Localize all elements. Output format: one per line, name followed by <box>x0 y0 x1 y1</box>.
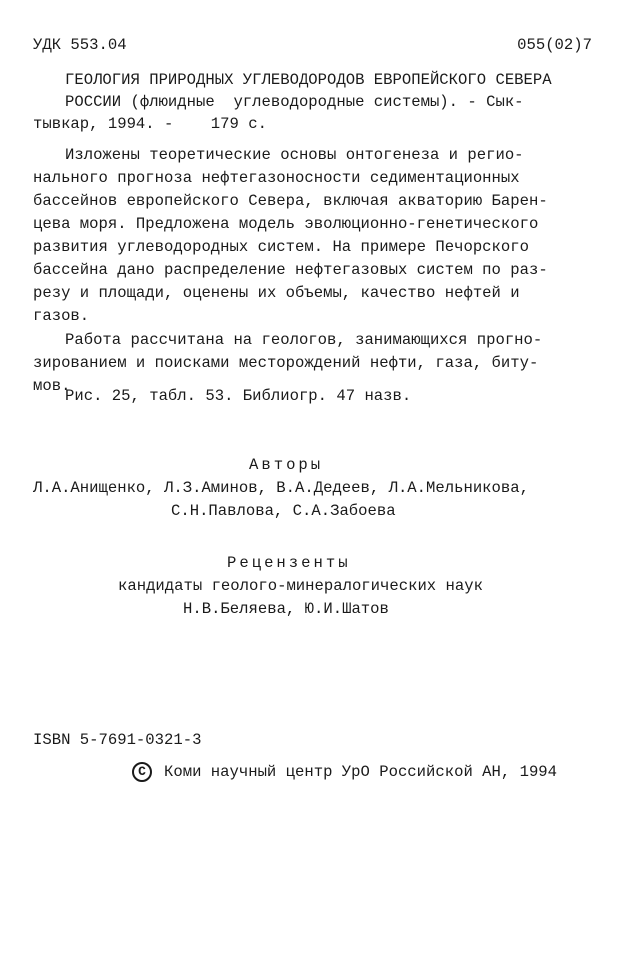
isbn: ISBN 5-7691-0321-3 <box>33 731 202 749</box>
abstract-line: цева моря. Предложена модель эволюционно-генетического <box>33 215 539 233</box>
bbk-code: 055(02)7 <box>517 36 592 54</box>
abstract-line: мов. <box>33 377 71 395</box>
abstract-line: бассейна дано распределение нефтегазовых систем по раз- <box>33 261 548 279</box>
copyright-text: Коми научный центр УрО Российской АН, 1994 <box>164 763 558 782</box>
abstract-line: развития углеводородных систем. На примере Печорского <box>33 238 529 256</box>
udk-code: УДК 553.04 <box>33 36 127 54</box>
illustration-count: Рис. 25, табл. 53. Библиогр. 47 назв. <box>65 387 412 405</box>
title-line: тывкар, 1994. - 179 с. <box>33 115 267 133</box>
abstract-line: Работа рассчитана на геологов, занимающихся прогно- <box>65 331 543 349</box>
authors-line: Л.А.Анищенко, Л.З.Аминов, В.А.Дедеев, Л.А.Мельникова, <box>33 479 529 497</box>
authors-heading: Авторы <box>249 456 324 474</box>
abstract-line: Изложены теоретические основы онтогенеза и регио- <box>65 146 524 164</box>
abstract-line: газов. <box>33 307 90 325</box>
copyright-line <box>132 762 557 782</box>
abstract-line: нального прогноза нефтегазоносности седиментационных <box>33 169 520 187</box>
copyright-icon: C <box>132 762 152 782</box>
abstract-line: резу и площади, оценены их объемы, качество нефтей и <box>33 284 520 302</box>
authors-line: С.Н.Павлова, С.А.Забоева <box>171 502 396 520</box>
abstract-line: бассейнов европейского Севера, включая акваторию Барен- <box>33 192 548 210</box>
reviewers-line: Н.В.Беляева, Ю.И.Шатов <box>183 600 389 618</box>
reviewers-line: кандидаты геолого-минералогических наук <box>118 577 483 595</box>
reviewers-heading: Рецензенты <box>227 554 351 572</box>
title-line: ГЕОЛОГИЯ ПРИРОДНЫХ УГЛЕВОДОРОДОВ ЕВРОПЕЙСКОГО СЕВЕРА <box>65 71 552 89</box>
abstract-line: зированием и поисками месторождений нефти, газа, биту- <box>33 354 539 372</box>
title-line: РОССИИ (флюидные углеводородные системы). - Сык- <box>65 93 524 111</box>
